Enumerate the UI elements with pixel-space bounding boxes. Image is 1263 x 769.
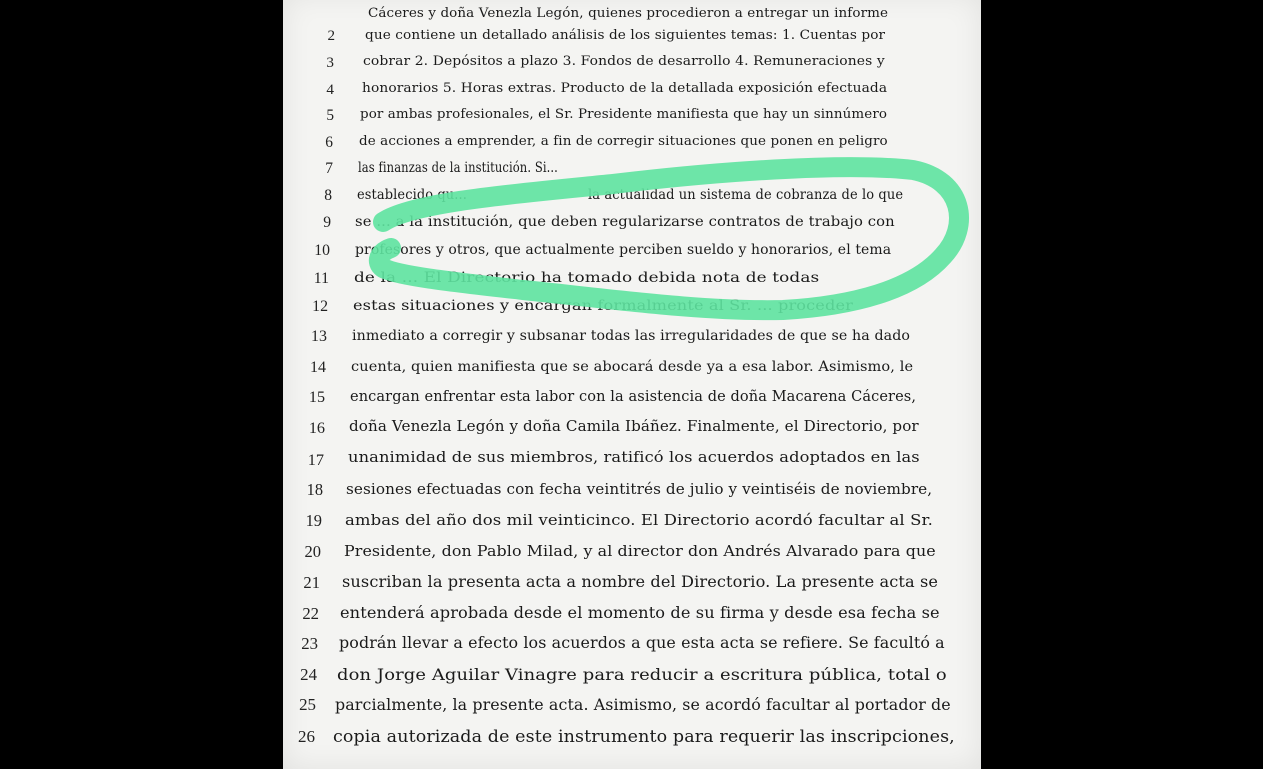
line-text: Cáceres y doña Venezla Legón, quienes procedieron a entregar un informe [368, 6, 889, 21]
document-line [283, 389, 981, 417]
line-text: por ambas profesionales, el Sr. Presidente manifiesta que hay un sinnúmero [360, 107, 888, 122]
line-number: 20 [304, 542, 321, 561]
line-number: 24 [300, 665, 317, 684]
document-line [283, 81, 981, 109]
document-line [283, 107, 981, 135]
line-text: podrán llevar a efecto los acuerdos a que esta acta se refiere. Se facultó a [339, 634, 945, 652]
line-number: 11 [313, 270, 329, 287]
line-number: 8 [324, 187, 332, 204]
line-text: inmediato a corregir y subsanar todas las irregularidades de que se ha dado [352, 328, 911, 344]
line-number: 17 [307, 450, 324, 469]
document-page [283, 0, 981, 769]
document-line [283, 328, 981, 356]
line-number: 12 [312, 298, 328, 315]
line-number: 10 [314, 242, 330, 259]
document-line [283, 419, 981, 447]
line-number: 21 [303, 573, 320, 592]
line-text: las finanzas de la institución. Si... [358, 160, 558, 176]
document-line [283, 270, 981, 298]
line-number: 9 [323, 214, 331, 231]
line-text: que contiene un detallado análisis de los siguientes temas: 1. Cuentas por [365, 28, 886, 43]
line-text: parcialmente, la presente acta. Asimismo, se acordó facultar al portador de [335, 695, 951, 714]
document-line [283, 359, 981, 387]
document-line [283, 450, 981, 478]
line-text: de acciones a emprender, a fin de corregir situaciones que ponen en peligro [359, 134, 888, 149]
line-number: 7 [325, 160, 333, 177]
document-line [283, 542, 981, 570]
line-text: don Jorge Aguilar Vinagre para reducir a escritura pública, total o [337, 665, 947, 684]
line-number: 13 [311, 328, 327, 345]
line-text: honorarios 5. Horas extras. Producto de la detallada exposición efectuada [362, 81, 888, 96]
line-number: 2 [327, 28, 335, 44]
document-line [283, 665, 981, 693]
line-number: 14 [309, 359, 326, 376]
line-number: 5 [326, 107, 334, 124]
line-number: 6 [325, 134, 333, 151]
line-number: 18 [306, 480, 323, 499]
line-text: cobrar 2. Depósitos a plazo 3. Fondos de desarrollo 4. Remuneraciones y [363, 54, 885, 69]
line-text: profesores y otros, que actualmente perciben sueldo y honorarios, el tema [355, 242, 892, 258]
document-line [283, 573, 981, 601]
line-number: 3 [326, 54, 334, 71]
line-number: 23 [301, 634, 318, 653]
line-text: copia autorizada de este instrumento para requerir las inscripciones, [333, 727, 955, 746]
line-text: ambas del año dos mil veinticinco. El Directorio acordó facultar al Sr. [345, 511, 934, 529]
document-line [283, 480, 981, 508]
line-text: de la ... El Directorio ha tomado debida nota de todas [354, 270, 820, 286]
document-line [283, 134, 981, 162]
document-line [283, 634, 981, 662]
line-text: suscriban la presenta acta a nombre del Directorio. La presente acta se [342, 573, 939, 591]
line-text: establecido qu... [357, 187, 467, 203]
line-8-fragment: la actualidad un sistema de cobranza de lo que [588, 187, 904, 203]
document-line [283, 298, 981, 326]
line-number: 22 [302, 604, 319, 623]
line-text: unanimidad de sus miembros, ratificó los acuerdos adoptados en las [348, 450, 920, 466]
line-text: doña Venezla Legón y doña Camila Ibáñez. Finalmente, el Directorio, por [349, 419, 919, 435]
document-line [283, 54, 981, 82]
line-number: 4 [326, 81, 334, 98]
document-line [283, 28, 981, 56]
line-number: 15 [308, 389, 325, 406]
line-text: sesiones efectuadas con fecha veintitrés de julio y veintiséis de noviembre, [346, 480, 933, 498]
line-number: 25 [299, 695, 316, 714]
line-text: Presidente, don Pablo Milad, y al director don Andrés Alvarado para que [344, 542, 936, 560]
document-line [283, 214, 981, 242]
line-text: estas situaciones y encargan formalmente al Sr. ... proceder [353, 298, 853, 314]
line-number: 16 [308, 419, 325, 437]
line-number: 26 [298, 727, 315, 746]
document-line [283, 242, 981, 270]
line-text: encargan enfrentar esta labor con la asistencia de doña Macarena Cáceres, [350, 389, 917, 405]
line-text: cuenta, quien manifiesta que se abocará desde ya a esa labor. Asimismo, le [351, 359, 914, 375]
line-number: 19 [305, 511, 322, 530]
document-line [283, 604, 981, 632]
line-text: entenderá aprobada desde el momento de su firma y desde esa fecha se [340, 604, 940, 622]
document-line [283, 160, 981, 188]
document-line [283, 695, 981, 723]
document-line [283, 511, 981, 539]
line-text: se ... a la institución, que deben regularizarse contratos de trabajo con [355, 214, 895, 230]
